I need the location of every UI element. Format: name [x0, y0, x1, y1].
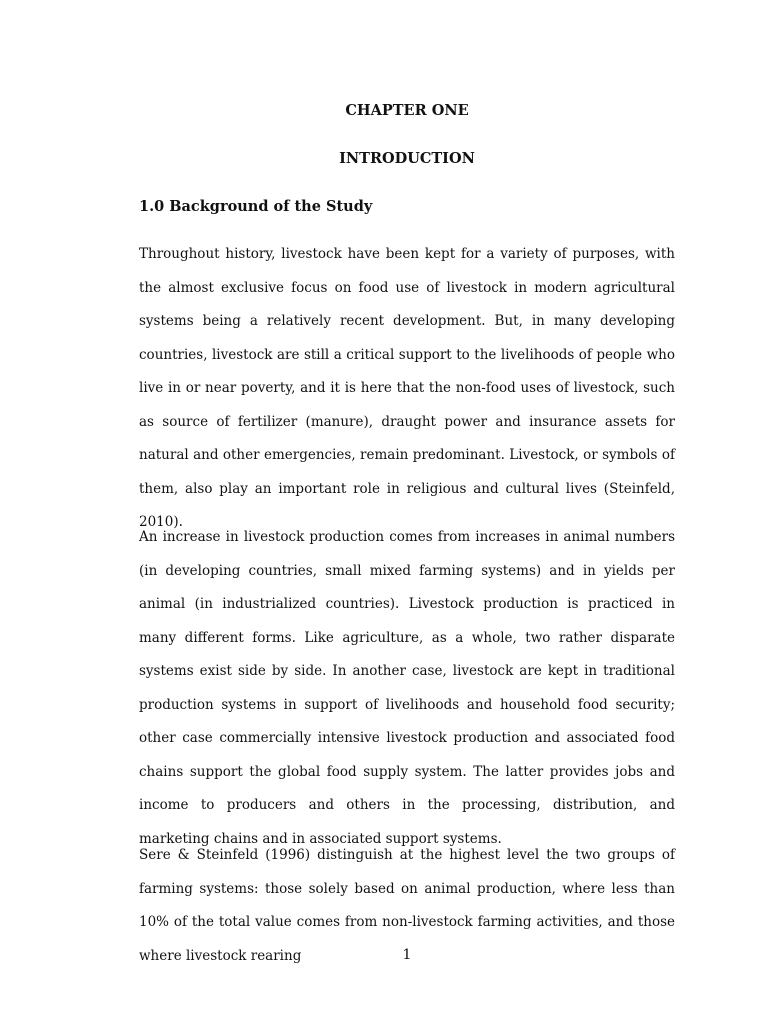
chapter-title: CHAPTER ONE: [345, 102, 469, 119]
body-paragraph: An increase in livestock production comes from increases in animal numbers (in developing countries, small mixed farming systems) and in yields per animal (in industrialized countries). Livestock production is practiced in many different forms. Like agriculture, as a whole, two rather disparate systems exist side by side. In another case, livestock are kept in traditional production systems in support of livelihoods and household food security; other case commercially intensive livestock production and associated food chains support the global food supply system. The latter provides jobs and income to producers and others in the processing, distribution, and marketing chains and in associated support systems.: [139, 529, 675, 847]
body-paragraph: Throughout history, livestock have been kept for a variety of purposes, with the almost exclusive focus on food use of livestock in modern agricultural systems being a relatively recent development. But, in many developing countries, livestock are still a critical support to the livelihoods of people who live in or near poverty, and it is here that the non-food uses of livestock, such as source of fertilizer (manure), draught power and insurance assets for natural and other emergencies, remain predominant. Livestock, or symbols of them, also play an important role in religious and cultural lives (Steinfeld, 2010).: [139, 246, 675, 530]
page-number: 1: [402, 947, 412, 963]
subsection-title: 1.0 Background of the Study: [139, 198, 373, 215]
section-title: INTRODUCTION: [339, 150, 475, 167]
body-paragraph: Sere & Steinfeld (1996) distinguish at the highest level the two groups of farming systems: those solely based on animal production, where less than 10% of the total value comes from non-livestock farming activities, and those where livestock rearing: [139, 847, 675, 964]
